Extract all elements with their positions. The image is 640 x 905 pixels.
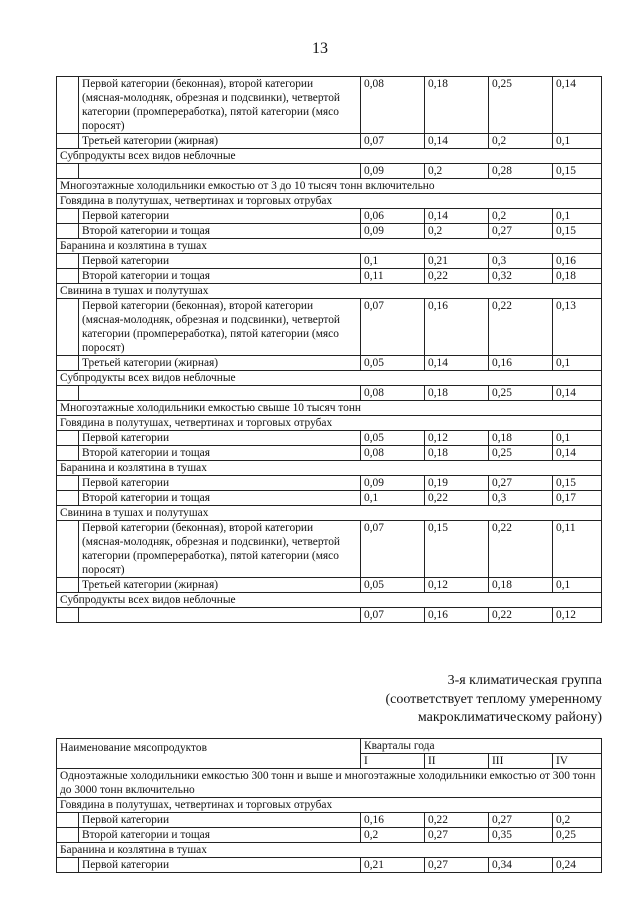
header-quarters: Кварталы года <box>361 739 602 754</box>
section-label: Субпродукты всех видов неблочные <box>57 371 602 386</box>
section-row <box>57 239 602 254</box>
product-name-cell: Первой категории <box>79 858 361 873</box>
quarter-3-value: 0,34 <box>489 858 553 873</box>
table-row <box>57 254 602 269</box>
table-row <box>57 77 602 134</box>
indent-cell <box>57 578 79 593</box>
quarter-3-value: 0,35 <box>489 828 553 843</box>
section-label: Субпродукты всех видов неблочные <box>57 593 602 608</box>
header-product-name: Наименование мясопродуктов <box>57 739 361 769</box>
quarter-2-value: 0,22 <box>425 491 489 506</box>
quarter-1-value: 0,09 <box>361 476 425 491</box>
quarter-1-value: 0,2 <box>361 828 425 843</box>
table-row <box>57 356 602 371</box>
climate-group-title: 3-я климатическая группа <box>447 673 602 688</box>
product-name-cell: Первой категории <box>79 209 361 224</box>
quarter-4-value: 0,15 <box>553 164 602 179</box>
section-label: Субпродукты всех видов неблочные <box>57 149 602 164</box>
quarter-4-value: 0,14 <box>553 446 602 461</box>
section-row <box>57 371 602 386</box>
climate-group-note-1: (соответствует теплому умеренному <box>385 691 602 707</box>
product-name-cell: Первой категории <box>79 254 361 269</box>
quarter-2-value: 0,21 <box>425 254 489 269</box>
quarter-1-value: 0,07 <box>361 608 425 623</box>
table-row <box>57 446 602 461</box>
quarter-1-value: 0,21 <box>361 858 425 873</box>
product-name-cell: Третьей категории (жирная) <box>79 134 361 149</box>
quarter-2-value: 0,16 <box>425 299 489 356</box>
section-label: Свинина в тушах и полутушах <box>57 506 602 521</box>
quarter-4-value: 0,15 <box>553 224 602 239</box>
table-row <box>57 134 602 149</box>
product-name-cell: Второй категории и тощая <box>79 491 361 506</box>
quarter-4-value: 0,11 <box>553 521 602 578</box>
indent-cell <box>57 386 79 401</box>
table-row <box>57 491 602 506</box>
quarter-1-value: 0,07 <box>361 299 425 356</box>
table-row <box>57 299 602 356</box>
section-label: Одноэтажные холодильники емкостью 300 тонн и выше и многоэтажные холодильники емкостью от 300 тонн до 3000 тонн включительно <box>57 769 602 798</box>
section-row <box>57 149 602 164</box>
quarter-3-value: 0,27 <box>489 224 553 239</box>
quarter-4-value: 0,25 <box>553 828 602 843</box>
header-quarter-2: II <box>425 754 489 769</box>
quarter-4-value: 0,18 <box>553 269 602 284</box>
indent-cell <box>57 828 79 843</box>
quarter-2-value: 0,2 <box>425 164 489 179</box>
quarter-3-value: 0,27 <box>489 476 553 491</box>
section-label: Многоэтажные холодильники емкостью от 3 до 10 тысяч тонн включительно <box>57 179 602 194</box>
quarter-4-value: 0,1 <box>553 578 602 593</box>
table-row <box>57 224 602 239</box>
section-label: Свинина в тушах и полутушах <box>57 284 602 299</box>
header-quarter-1: I <box>361 754 425 769</box>
quarter-1-value: 0,1 <box>361 491 425 506</box>
quarter-4-value: 0,14 <box>553 386 602 401</box>
page-number: 13 <box>312 40 328 57</box>
section-row <box>57 401 602 416</box>
quarter-2-value: 0,14 <box>425 209 489 224</box>
quarter-3-value: 0,22 <box>489 608 553 623</box>
quarter-1-value: 0,08 <box>361 77 425 134</box>
quarter-1-value: 0,09 <box>361 164 425 179</box>
quarter-3-value: 0,16 <box>489 356 553 371</box>
table-row <box>57 858 602 873</box>
indent-cell <box>57 858 79 873</box>
indent-cell <box>57 164 79 179</box>
table-row <box>57 431 602 446</box>
indent-cell <box>57 813 79 828</box>
section-label: Говядина в полутушах, четвертинах и торговых отрубах <box>57 798 602 813</box>
storage-loss-table-1 <box>56 76 602 623</box>
section-row <box>57 284 602 299</box>
section-row <box>57 416 602 431</box>
quarter-2-value: 0,19 <box>425 476 489 491</box>
quarter-1-value: 0,08 <box>361 446 425 461</box>
header-quarter-3: III <box>489 754 553 769</box>
indent-cell <box>57 134 79 149</box>
quarter-3-value: 0,32 <box>489 269 553 284</box>
quarter-2-value: 0,27 <box>425 858 489 873</box>
header-quarter-4: IV <box>553 754 602 769</box>
quarter-1-value: 0,07 <box>361 521 425 578</box>
quarter-4-value: 0,15 <box>553 476 602 491</box>
product-name-cell: Второй категории и тощая <box>79 446 361 461</box>
quarter-2-value: 0,18 <box>425 77 489 134</box>
quarter-4-value: 0,24 <box>553 858 602 873</box>
indent-cell <box>57 446 79 461</box>
section-row <box>57 798 602 813</box>
storage-loss-table-2 <box>56 738 602 873</box>
table-row <box>57 578 602 593</box>
quarter-3-value: 0,2 <box>489 134 553 149</box>
quarter-3-value: 0,18 <box>489 431 553 446</box>
section-row <box>57 461 602 476</box>
quarter-4-value: 0,16 <box>553 254 602 269</box>
quarter-4-value: 0,1 <box>553 431 602 446</box>
section-label: Говядина в полутушах, четвертинах и торговых отрубах <box>57 194 602 209</box>
quarter-3-value: 0,18 <box>489 578 553 593</box>
quarter-2-value: 0,22 <box>425 813 489 828</box>
section-label: Баранина и козлятина в тушах <box>57 843 602 858</box>
indent-cell <box>57 209 79 224</box>
quarter-1-value: 0,08 <box>361 386 425 401</box>
product-name-cell: Первой категории (беконная), второй категории (мясная-молодняк, обрезная и подсвинки), четвертой категории (промпереработка), пятой категории (мясо поросят) <box>79 299 361 356</box>
quarter-1-value: 0,07 <box>361 134 425 149</box>
quarter-2-value: 0,18 <box>425 446 489 461</box>
indent-cell <box>57 299 79 356</box>
quarter-3-value: 0,2 <box>489 209 553 224</box>
section-label: Баранина и козлятина в тушах <box>57 239 602 254</box>
quarter-2-value: 0,14 <box>425 356 489 371</box>
table-row <box>57 269 602 284</box>
product-name-cell: Первой категории <box>79 431 361 446</box>
quarter-4-value: 0,12 <box>553 608 602 623</box>
product-name-cell: Первой категории (беконная), второй категории (мясная-молодняк, обрезная и подсвинки), четвертой категории (промпереработка), пятой категории (мясо поросят) <box>79 77 361 134</box>
indent-cell <box>57 431 79 446</box>
product-name-cell: Первой категории <box>79 476 361 491</box>
climate-group-note-2: макроклиматическому району) <box>417 710 602 725</box>
product-name-cell: Первой категории <box>79 813 361 828</box>
product-name-cell: Третьей категории (жирная) <box>79 356 361 371</box>
quarter-3-value: 0,25 <box>489 386 553 401</box>
quarter-2-value: 0,15 <box>425 521 489 578</box>
indent-cell <box>57 224 79 239</box>
quarter-2-value: 0,22 <box>425 269 489 284</box>
quarter-1-value: 0,16 <box>361 813 425 828</box>
quarter-4-value: 0,14 <box>553 77 602 134</box>
section-label: Говядина в полутушах, четвертинах и торговых отрубах <box>57 416 602 431</box>
quarter-2-value: 0,2 <box>425 224 489 239</box>
quarter-1-value: 0,05 <box>361 578 425 593</box>
table-row <box>57 813 602 828</box>
section-row <box>57 593 602 608</box>
indent-cell <box>57 476 79 491</box>
quarter-1-value: 0,06 <box>361 209 425 224</box>
quarter-4-value: 0,17 <box>553 491 602 506</box>
section-label: Баранина и козлятина в тушах <box>57 461 602 476</box>
quarter-3-value: 0,25 <box>489 446 553 461</box>
section-label: Многоэтажные холодильники емкостью свыше 10 тысяч тонн <box>57 401 602 416</box>
quarter-3-value: 0,25 <box>489 77 553 134</box>
quarter-2-value: 0,14 <box>425 134 489 149</box>
table-row <box>57 521 602 578</box>
quarter-3-value: 0,3 <box>489 491 553 506</box>
section-row <box>57 843 602 858</box>
indent-cell <box>57 77 79 134</box>
product-name-cell <box>79 164 361 179</box>
section-row <box>57 506 602 521</box>
table-row <box>57 386 602 401</box>
quarter-1-value: 0,05 <box>361 431 425 446</box>
quarter-1-value: 0,09 <box>361 224 425 239</box>
product-name-cell: Первой категории (беконная), второй категории (мясная-молодняк, обрезная и подсвинки), четвертой категории (промпереработка), пятой категории (мясо поросят) <box>79 521 361 578</box>
quarter-2-value: 0,16 <box>425 608 489 623</box>
quarter-4-value: 0,1 <box>553 356 602 371</box>
quarter-2-value: 0,27 <box>425 828 489 843</box>
indent-cell <box>57 521 79 578</box>
quarter-1-value: 0,11 <box>361 269 425 284</box>
table-header-row <box>57 739 602 754</box>
quarter-3-value: 0,27 <box>489 813 553 828</box>
quarter-2-value: 0,18 <box>425 386 489 401</box>
section-row <box>57 769 602 798</box>
quarter-2-value: 0,12 <box>425 578 489 593</box>
product-name-cell: Третьей категории (жирная) <box>79 578 361 593</box>
table-row <box>57 476 602 491</box>
indent-cell <box>57 608 79 623</box>
table-row <box>57 209 602 224</box>
product-name-cell <box>79 608 361 623</box>
indent-cell <box>57 356 79 371</box>
table-row <box>57 608 602 623</box>
quarter-4-value: 0,1 <box>553 209 602 224</box>
quarter-1-value: 0,1 <box>361 254 425 269</box>
product-name-cell: Второй категории и тощая <box>79 224 361 239</box>
indent-cell <box>57 491 79 506</box>
section-row <box>57 179 602 194</box>
quarter-3-value: 0,3 <box>489 254 553 269</box>
table-row <box>57 828 602 843</box>
indent-cell <box>57 269 79 284</box>
product-name-cell: Второй категории и тощая <box>79 828 361 843</box>
quarter-4-value: 0,2 <box>553 813 602 828</box>
quarter-3-value: 0,22 <box>489 299 553 356</box>
quarter-4-value: 0,13 <box>553 299 602 356</box>
quarter-1-value: 0,05 <box>361 356 425 371</box>
table-row <box>57 164 602 179</box>
section-row <box>57 194 602 209</box>
indent-cell <box>57 254 79 269</box>
quarter-3-value: 0,22 <box>489 521 553 578</box>
quarter-4-value: 0,1 <box>553 134 602 149</box>
quarter-3-value: 0,28 <box>489 164 553 179</box>
quarter-2-value: 0,12 <box>425 431 489 446</box>
product-name-cell: Второй категории и тощая <box>79 269 361 284</box>
climate-group-heading <box>385 672 602 728</box>
product-name-cell <box>79 386 361 401</box>
